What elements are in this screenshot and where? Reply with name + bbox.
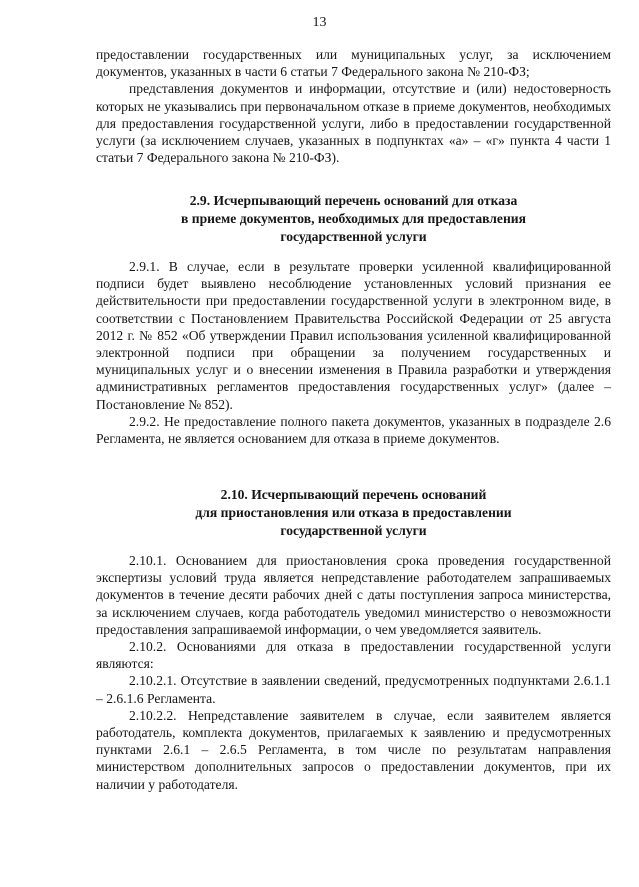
section-2-9-heading-line: государственной услуги [280,229,427,244]
clause-2-10-2-2: 2.10.2.2. Непредставление заявителем в случае, если заявителем является работодатель, комплекта документов, прилагаемых к заявлению и предусмотренных пунктами 2.6.1 – 2.6.5 Регламента, в том числе по результатам направления министерством дополнительных запросов о предоставлении документов, при их наличии у работодателя. [96,707,611,792]
clause-2-10-2-1: 2.10.2.1. Отсутствие в заявлении сведений, предусмотренных подпунктами 2.6.1.1 – 2.6.1.6 Регламента. [96,673,611,706]
clause-2-9-2: 2.9.2. Не предоставление полного пакета документов, указанных в подразделе 2.6 Регламента, не является основанием для отказа в приеме документов. [96,413,611,447]
clause-2-10-2: 2.10.2. Основаниями для отказа в предоставлении государственной услуги являются: [96,639,611,672]
clause-2-9-1: 2.9.1. В случае, если в результате проверки усиленной квалифицированной подписи будет выявлено несоблюдение установленных условий признания ее действительности при предоставлении государственной услуги в электронном виде, в соответствии с Постановлением Правительства Российской Федерации от 25 августа 2012 г. № 852 «Об утверждении Правил использования усиленной квалифицированной электронной подписи при обращении за получением государственных и муниципальных услуг и о внесении изменения в Правила разработки и утверждения административных регламентов предоставления государственных услуг» (далее – Постановление № 852). [96,259,611,412]
section-2-10-heading-line: для приостановления или отказа в предоставлении [195,505,512,520]
section-2-10-body [96,552,611,793]
section-2-9-heading-line: в приеме документов, необходимых для предоставления [181,211,526,226]
page-number: 13 [312,15,327,30]
section-2-9-heading [96,192,611,246]
intro-paragraph-2: представления документов и информации, отсутствие и (или) недостоверность которых не указывались при первоначальном отказе в приеме документов, необходимых для предоставления государственной услуги, либо в предоставлении государственной услуги (за исключением случаев, указанных в подпунктах «а» – «г» пункта 4 части 1 статьи 7 Федерального закона № 210-ФЗ). [96,81,611,166]
intro-block [96,46,611,166]
clause-2-10-1: 2.10.1. Основанием для приостановления срока проведения государственной экспертизы условий труда является непредставление работодателем запрашиваемых документов в течение десяти рабочих дней с даты поступления запроса министерства, за исключением случаев, когда работодатель уведомил министерство о невозможности предоставления запрашиваемой информации, о чем уведомляется заявитель. [96,553,611,637]
section-2-10-heading [96,486,611,540]
section-2-9-heading-line: 2.9. Исчерпывающий перечень оснований для отказа [189,193,518,208]
section-2-9-body [96,258,611,447]
intro-paragraph-1: предоставлении государственных или муниципальных услуг, за исключением документов, указанных в части 6 статьи 7 Федерального закона № 210-ФЗ; [96,47,611,80]
section-2-10-heading-line: 2.10. Исчерпывающий перечень оснований [220,487,487,502]
section-2-10-heading-line: государственной услуги [280,523,427,538]
